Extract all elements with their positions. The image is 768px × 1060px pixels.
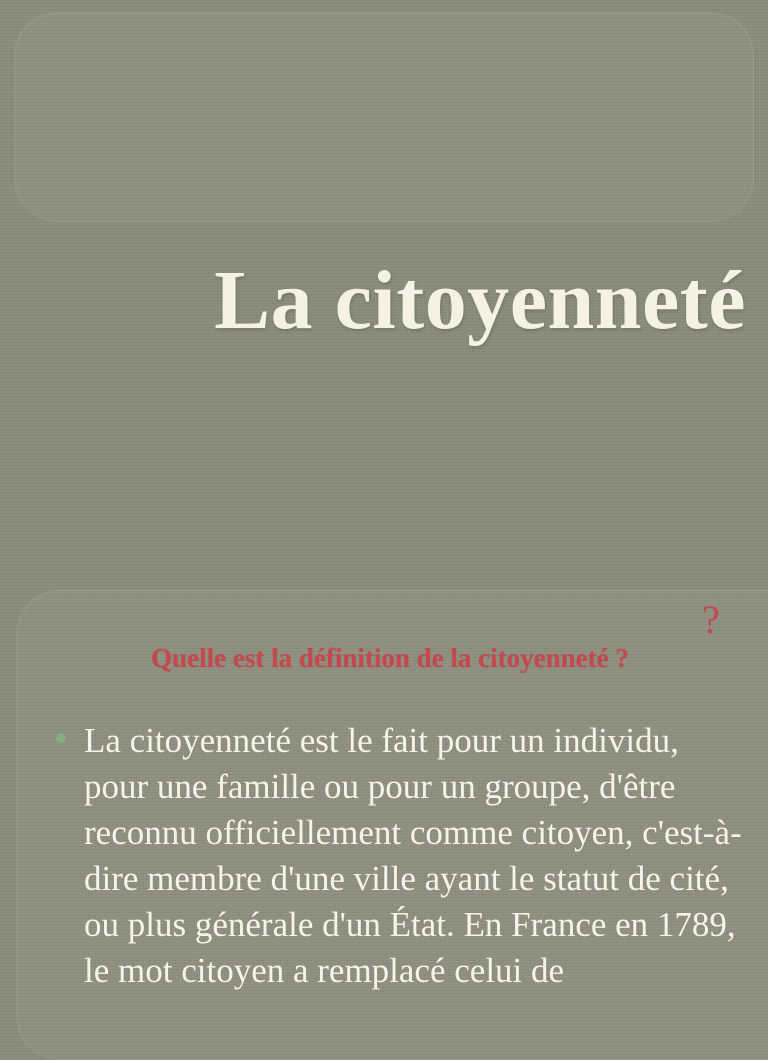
question-mark: ?	[702, 597, 720, 642]
slide-title: La citoyenneté	[214, 254, 746, 347]
bullet-text: La citoyenneté est le fait pour un individu, pour une famille ou pour un groupe, d'être reconnu officiellement comme citoyen, c'est-à-dire membre d'une ville ayant le statut de cité, ou plus générale d'un État. En France en 1789, le mot citoyen a remplacé celui de	[84, 721, 742, 990]
bullet-dot-icon	[56, 733, 66, 743]
bullet-item	[56, 718, 746, 994]
slide-subtitle: Quelle est la définition de la citoyenneté ?	[151, 643, 629, 673]
title-panel	[14, 12, 754, 222]
